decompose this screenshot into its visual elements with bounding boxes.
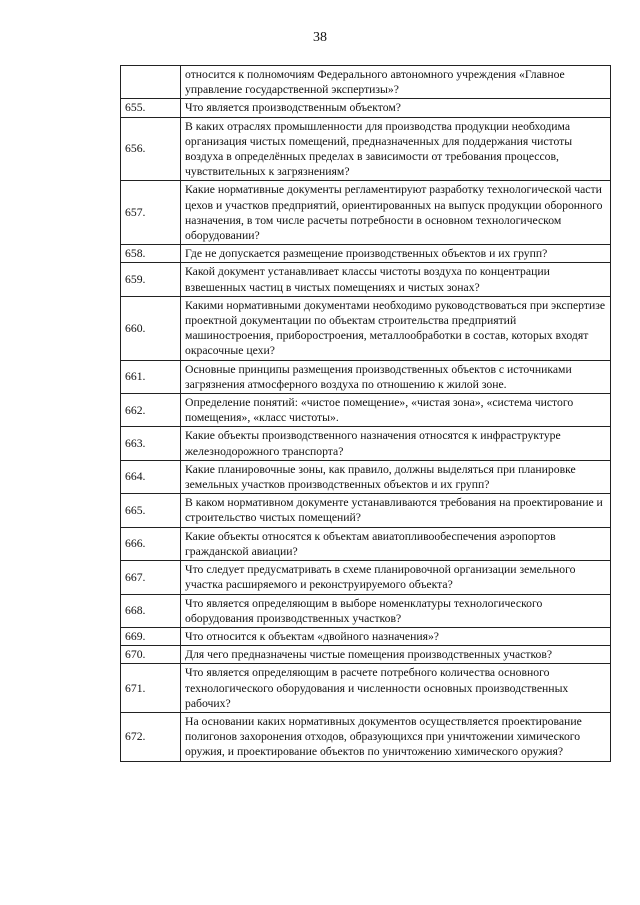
question-number: 656. xyxy=(121,117,181,181)
question-text: Какие объекты производственного назначения относятся к инфраструктуре железнодорожного транспорта? xyxy=(181,427,611,460)
table-row xyxy=(121,646,611,664)
question-text: Где не допускается размещение производственных объектов и их групп? xyxy=(181,245,611,263)
question-number: 664. xyxy=(121,460,181,493)
table-row xyxy=(121,712,611,761)
question-text: Какой документ устанавливает классы чистоты воздуха по концентрации взвешенных частиц в чистых помещениях и чистых зонах? xyxy=(181,263,611,296)
question-number: 659. xyxy=(121,263,181,296)
table-row xyxy=(121,360,611,393)
question-text: Что является определяющим в расчете потребного количества основного технологического оборудования и численности основных производственных рабочих? xyxy=(181,664,611,713)
question-number: 661. xyxy=(121,360,181,393)
question-text: Определение понятий: «чистое помещение», «чистая зона», «система чистого помещения», «класс чистоты». xyxy=(181,394,611,427)
question-text: В каком нормативном документе устанавливаются требования на проектирование и строительство чистых помещений? xyxy=(181,494,611,527)
question-number: 666. xyxy=(121,527,181,560)
question-number: 669. xyxy=(121,627,181,645)
question-number: 657. xyxy=(121,181,181,245)
question-text: В каких отраслях промышленности для производства продукции необходима организация чистых помещений, предназначенных для поддержания чистоты воздуха в определённых пределах в зависимости от требования процессов, чувствительных к загрязнениям? xyxy=(181,117,611,181)
question-text: Какие планировочные зоны, как правило, должны выделяться при планировке земельных участков производственных объектов и их групп? xyxy=(181,460,611,493)
table-row xyxy=(121,245,611,263)
table-row xyxy=(121,296,611,360)
table-row xyxy=(121,460,611,493)
question-text: относится к полномочиям Федерального автономного учреждения «Главное управление государственной экспертизы»? xyxy=(181,66,611,99)
question-text: Какие нормативные документы регламентируют разработку технологической части цехов и участков предприятий, ориентированных на выпуск продукции оборонного назначения, в том числе расчеты потребности в основном технологическом оборудовании? xyxy=(181,181,611,245)
question-text: Что является производственным объектом? xyxy=(181,99,611,117)
table-row xyxy=(121,117,611,181)
table-row xyxy=(121,66,611,99)
question-number: 660. xyxy=(121,296,181,360)
question-text: Для чего предназначены чистые помещения производственных участков? xyxy=(181,646,611,664)
question-number xyxy=(121,66,181,99)
table-row xyxy=(121,181,611,245)
question-number: 670. xyxy=(121,646,181,664)
table-row xyxy=(121,561,611,594)
question-number: 672. xyxy=(121,712,181,761)
table-row xyxy=(121,394,611,427)
question-text: Что относится к объектам «двойного назначения»? xyxy=(181,627,611,645)
question-text: Что следует предусматривать в схеме планировочной организации земельного участка расширяемого и реконструируемого объекта? xyxy=(181,561,611,594)
page-number: 38 xyxy=(313,30,327,45)
table-row xyxy=(121,527,611,560)
table-row xyxy=(121,494,611,527)
question-number: 655. xyxy=(121,99,181,117)
table-row xyxy=(121,594,611,627)
table-row xyxy=(121,664,611,713)
question-text: Какими нормативными документами необходимо руководствоваться при экспертизе проектной документации по объектам строительства предприятий машиностроения, приборостроения, металлообработки в состав, которых входят окрасочные цехи? xyxy=(181,296,611,360)
questions-table xyxy=(120,65,611,762)
question-text: Что является определяющим в выборе номенклатуры технологического оборудования производственных участков? xyxy=(181,594,611,627)
question-number: 671. xyxy=(121,664,181,713)
question-number: 662. xyxy=(121,394,181,427)
question-text: На основании каких нормативных документов осуществляется проектирование полигонов захоронения отходов, образующихся при уничтожении химического оружия, и проектирование объектов по уничтожению химического оружия? xyxy=(181,712,611,761)
table-row xyxy=(121,627,611,645)
question-number: 668. xyxy=(121,594,181,627)
question-number: 663. xyxy=(121,427,181,460)
question-text: Какие объекты относятся к объектам авиатопливообеспечения аэропортов гражданской авиации? xyxy=(181,527,611,560)
table-row xyxy=(121,427,611,460)
question-text: Основные принципы размещения производственных объектов с источниками загрязнения атмосферного воздуха по отношению к жилой зоне. xyxy=(181,360,611,393)
question-number: 667. xyxy=(121,561,181,594)
question-number: 665. xyxy=(121,494,181,527)
question-number: 658. xyxy=(121,245,181,263)
table-row xyxy=(121,263,611,296)
table-row xyxy=(121,99,611,117)
